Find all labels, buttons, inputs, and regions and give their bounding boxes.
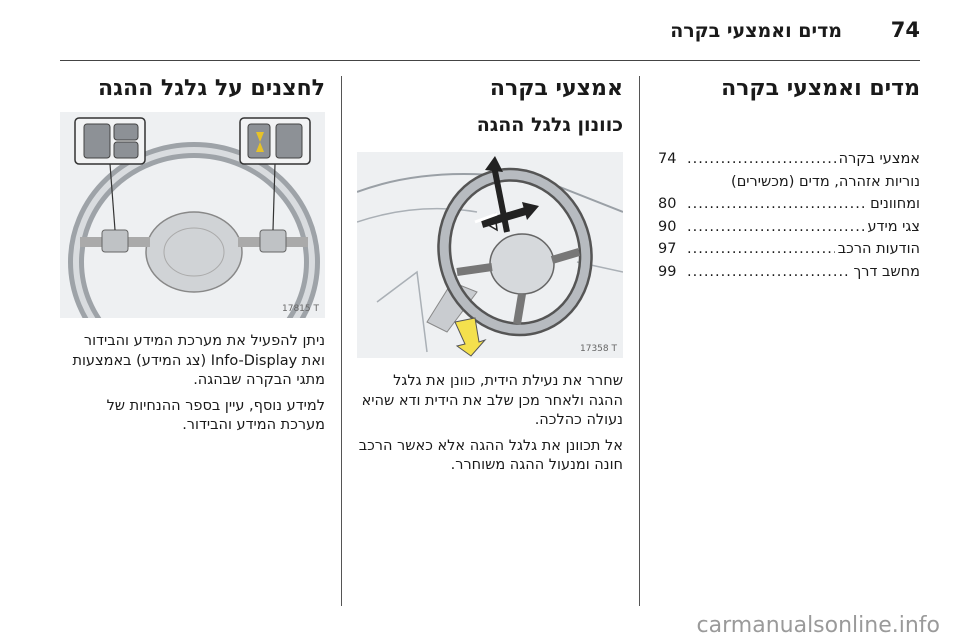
column-divider [639,76,640,606]
figure-code: 17358 T [580,344,617,354]
column-divider [341,76,342,606]
toc-entry[interactable]: אמצעי בקרה ..... 74 [658,148,920,171]
left-column [60,74,325,104]
subsection-title: כוונון גלגל ההגה [476,114,623,136]
section-title: מדים ואמצעי בקרה [721,76,920,101]
middle-column-text [357,372,623,482]
page-number: 74 [890,18,920,42]
leader-dots [687,238,835,261]
steering-controls-illustration [60,112,325,318]
section-title: אמצעי בקרה [489,76,623,101]
toc-entry[interactable]: מחשב דרך ..... 99 [658,261,920,284]
leader-dots [687,261,851,284]
leader-dots [687,216,864,239]
left-column-text [60,332,325,442]
section-title: לחצנים על גלגל ההגה [98,76,325,101]
leader-dots [687,148,836,171]
steering-adjust-figure [357,152,623,358]
table-of-contents [658,148,920,283]
toc-entry[interactable]: נוריות אזהרה, מדים (מכשירים) [731,173,920,190]
body-paragraph: ניתן להפעיל את מערכת המידע והבידור ואת Info-Display (צג המידע) באמצעות מתגי הבקרה שבהגה. [72,333,325,388]
running-title: מדים ואמצעי בקרה [670,20,842,42]
body-paragraph: שחרר את נעילת הידית, כוונן את גלגל ההגה ולאחר מכן שלב את הידית ודא שהיא נעולה כהלכה. [361,373,623,428]
middle-column [357,74,623,138]
steering-buttons-figure [60,112,325,318]
toc-entry[interactable]: ומחוונים ..... 80 [658,193,920,216]
toc-entry[interactable]: הודעות הרכב ..... 97 [658,238,920,261]
toc-column [655,74,920,104]
body-paragraph: למידע נוסף, עיין בספר ההנחיות של מערכת המידע והבידור. [106,397,325,433]
body-paragraph: אל תכוונן את גלגל ההגה אלא כאשר הרכב חונה ומנעול ההגה משוחרר. [358,437,623,473]
page-header [60,0,920,61]
toc-entry[interactable]: צגי מידע ..... 90 [658,216,920,239]
leader-dots [687,193,867,216]
watermark: carmanualsonline.info [696,613,940,638]
figure-code: 17815 T [282,304,319,314]
steering-wheel-illustration [357,152,623,358]
